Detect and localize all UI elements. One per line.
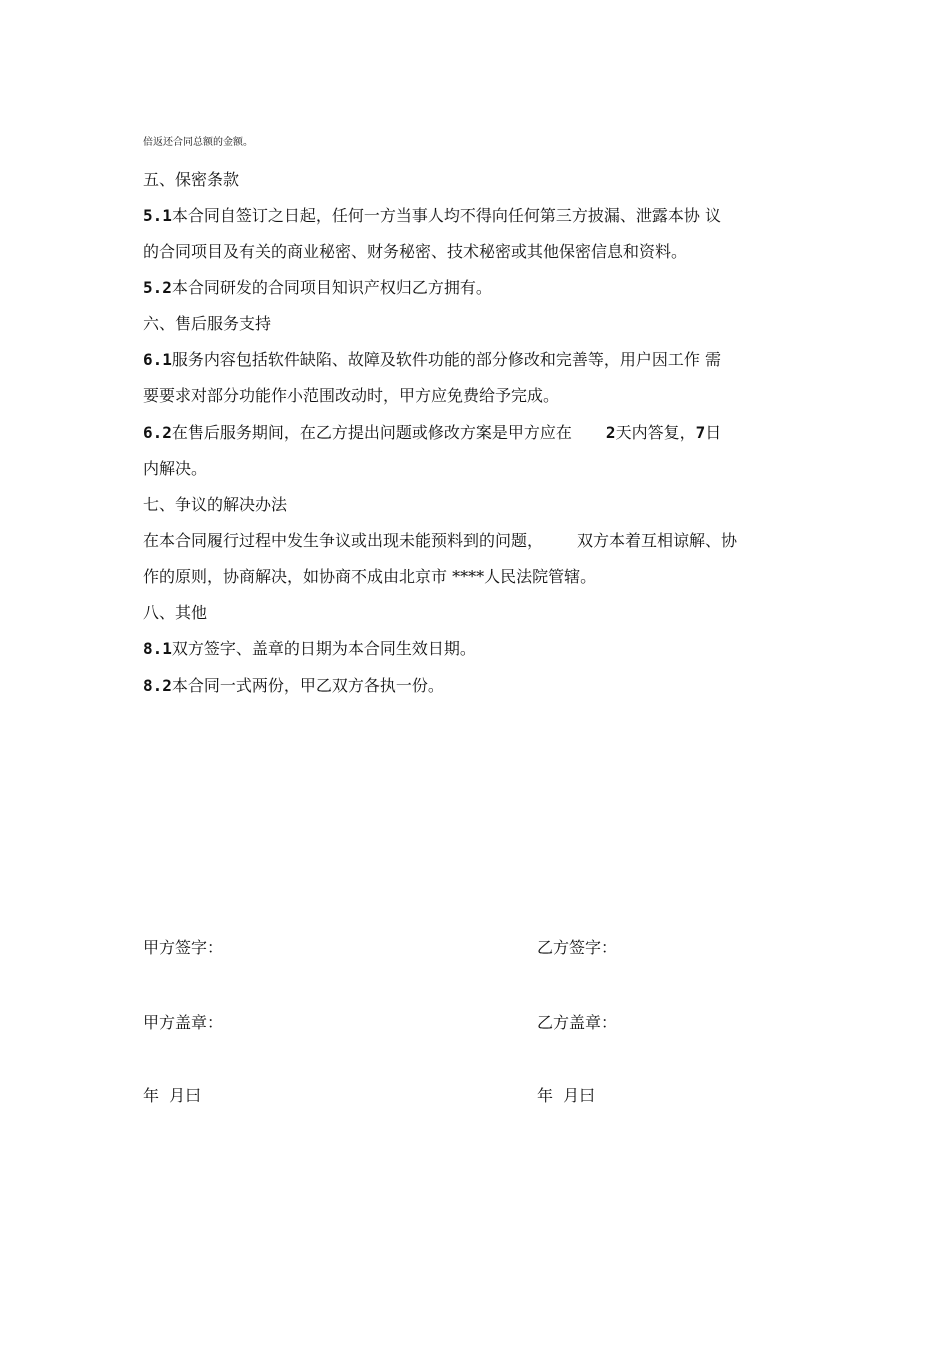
carryover-text: 倍返还合同总额的金额。 — [143, 137, 253, 148]
clause-6-1-text-1: 服务内容包括软件缺陷、故障及软件功能的部分修改和完善等，用户因工作 需 — [171, 350, 721, 369]
section-8-heading: 八、其他 — [143, 603, 208, 622]
clause-6-2-text-b: 天内答复， — [615, 423, 696, 442]
section-7-text-b: 双方本着互相谅解、协 — [577, 531, 738, 550]
clause-6-2-days-reply: 2 — [605, 423, 616, 442]
clause-6-2-line-2: 内解决。 — [143, 459, 208, 478]
clause-5-2 — [143, 278, 492, 298]
clause-8-1 — [143, 639, 476, 659]
clause-6-1-line-1 — [143, 350, 721, 370]
party-a-signature-label: 甲方签字： — [143, 938, 224, 957]
clause-5-1-text-1: 本合同自签订之日起，任何一方当事人均不得向任何第三方披漏、泄露本协 议 — [171, 206, 721, 225]
clause-5-1-line-1 — [143, 206, 721, 226]
clause-8-2-number: 8.2 — [143, 676, 172, 695]
section-7-text-a: 在本合同履行过程中发生争议或出现未能预料到的问题， — [143, 531, 544, 550]
clause-6-2-days-resolve: 7 — [695, 423, 706, 442]
clause-8-2 — [143, 676, 444, 696]
clause-6-1-line-2: 要要求对部分功能作小范围改动时，甲方应免费给予完成。 — [143, 386, 560, 405]
clause-6-2-text-c: 日 — [705, 423, 722, 442]
party-a-seal-label: 甲方盖章： — [143, 1013, 224, 1032]
clause-6-2-text-a: 在售后服务期间，在乙方提出问题或修改方案是甲方应在 — [171, 423, 572, 442]
party-a-date-label: 年 月曰 — [143, 1086, 202, 1105]
clause-6-2-line-1 — [143, 423, 721, 443]
section-7-line-2: 作的原则，协商解决，如协商不成由北京市 ****人民法院管辖。 — [143, 567, 597, 586]
clause-8-2-text: 本合同一式两份，甲乙双方各执一份。 — [171, 676, 444, 695]
clause-6-2-number: 6.2 — [143, 423, 172, 442]
section-5-heading: 五、保密条款 — [143, 170, 240, 189]
clause-6-1-number: 6.1 — [143, 350, 172, 369]
party-b-date-label: 年 月曰 — [537, 1086, 596, 1105]
clause-5-2-text: 本合同研发的合同项目知识产权归乙方拥有。 — [171, 278, 492, 297]
section-7-heading: 七、争议的解决办法 — [143, 495, 288, 514]
clause-5-1-number: 5.1 — [143, 206, 172, 225]
party-b-seal-label: 乙方盖章： — [537, 1013, 618, 1032]
clause-5-2-number: 5.2 — [143, 278, 172, 297]
section-7-line-1 — [143, 531, 737, 551]
section-6-heading: 六、售后服务支持 — [143, 314, 272, 333]
clause-8-1-text: 双方签字、盖章的日期为本合同生效日期。 — [171, 639, 476, 658]
party-b-signature-label: 乙方签字： — [537, 938, 618, 957]
clause-8-1-number: 8.1 — [143, 639, 172, 658]
clause-5-1-line-2: 的合同项目及有关的商业秘密、财务秘密、技术秘密或其他保密信息和资料。 — [143, 242, 688, 261]
